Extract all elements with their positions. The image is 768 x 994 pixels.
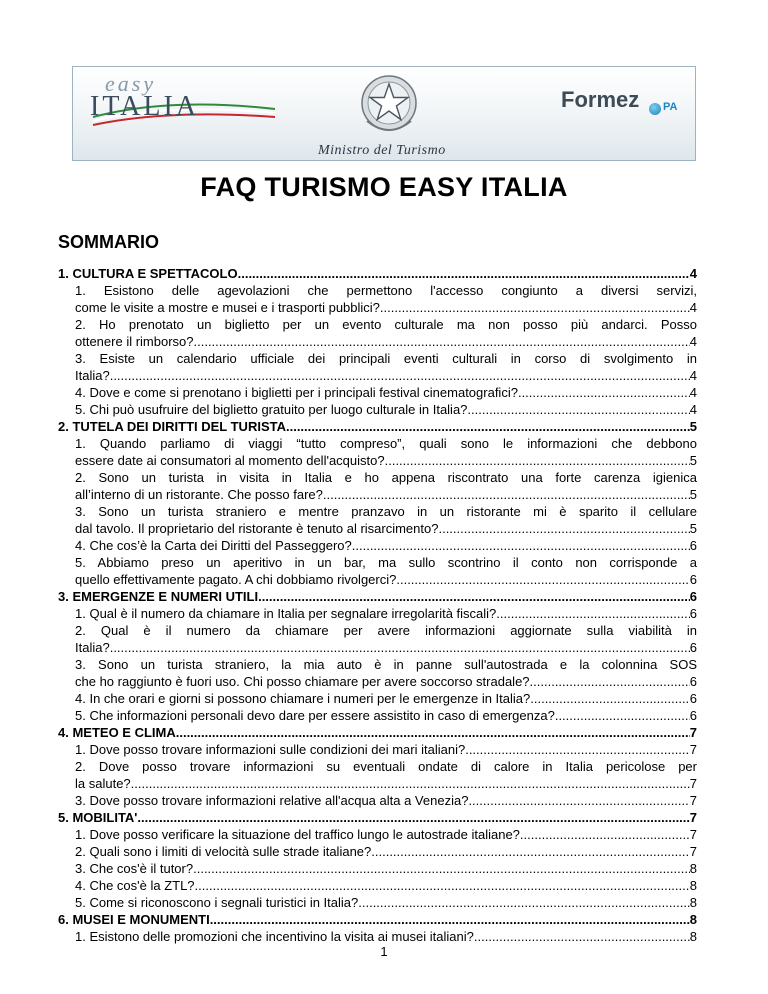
- toc-leader: [193, 860, 690, 877]
- toc-page-number: 8: [689, 861, 697, 876]
- toc-item-text: 5. Chi può usufruire del biglietto gratuito per luogo culturale in Italia?: [75, 402, 468, 417]
- toc-section[interactable]: [58, 418, 697, 435]
- toc-leader: [194, 333, 690, 350]
- ministry-caption: Ministro del Turismo: [318, 143, 446, 158]
- toc-page-number: 7: [689, 844, 697, 859]
- toc-item-text: 3. Che cos'è il tutor?: [75, 861, 194, 876]
- toc-leader: [555, 707, 690, 724]
- toc-item[interactable]: [58, 316, 697, 350]
- toc-heading: SOMMARIO: [58, 232, 159, 252]
- toc-section[interactable]: [58, 911, 697, 928]
- toc-page-number: 6: [689, 674, 697, 689]
- toc-page-number: 8: [689, 912, 697, 927]
- republic-emblem-icon: [359, 71, 419, 141]
- toc-leader: [258, 588, 690, 605]
- toc-page-number: 4: [689, 266, 697, 281]
- toc-item-text: la salute?: [75, 776, 131, 791]
- toc-leader: [518, 384, 690, 401]
- toc-leader: [474, 928, 690, 945]
- toc-page-number: 7: [689, 810, 697, 825]
- toc-item-text: 2. Quali sono i limiti di velocità sulle strade italiane?: [75, 844, 372, 859]
- toc-item[interactable]: [58, 282, 697, 316]
- toc-item-text: 1. Dove posso verificare la situazione del traffico lungo le autostrade italiane?: [75, 827, 520, 842]
- toc-item-text: come le visite a mostre e musei e i trasporti pubblici?: [75, 300, 380, 315]
- toc-page-number: 7: [689, 742, 697, 757]
- toc-item-text: Italia?: [75, 368, 110, 383]
- logo-formez: Formez: [561, 87, 640, 112]
- toc-item-text: 2. Qual è il numero da chiamare per avere informazioni aggiornate sulla viabilità in: [75, 623, 697, 638]
- toc-item-text: dal tavolo. Il proprietario del ristorante è tenuto al risarcimento?: [75, 521, 439, 536]
- toc-section[interactable]: [58, 724, 697, 741]
- toc-item-text: 1. Esistono delle promozioni che incentivino la visita ai musei italiani?: [75, 929, 474, 944]
- toc-page-number: 5: [689, 521, 697, 536]
- toc-page-number: 6: [689, 606, 697, 621]
- toc-item[interactable]: [58, 384, 697, 401]
- logo-italia: ITALIA: [90, 91, 200, 122]
- toc-leader: [176, 724, 690, 741]
- toc-section-title: 1. CULTURA E SPETTACOLO: [58, 266, 238, 281]
- toc-item-text: 5. Come si riconoscono i segnali turistici in Italia?: [75, 895, 359, 910]
- toc-section[interactable]: [58, 265, 697, 282]
- toc-page-number: 7: [689, 827, 697, 842]
- toc-leader: [238, 265, 690, 282]
- toc-item[interactable]: [58, 860, 697, 877]
- toc-item[interactable]: [58, 843, 697, 860]
- toc-page-number: 7: [689, 793, 697, 808]
- toc-item-text: 2. Dove posso trovare informazioni su eventuali ondate di calore in Italia pericolose per: [75, 759, 697, 774]
- toc-section[interactable]: [58, 588, 697, 605]
- toc-page-number: 6: [689, 538, 697, 553]
- toc-page-number: 7: [689, 776, 697, 791]
- toc-item-text: 2. Ho prenotato un biglietto per un evento culturale ma non posso più andarci. Posso: [75, 317, 697, 332]
- toc-page-number: 8: [689, 895, 697, 910]
- toc-page-number: 7: [689, 725, 697, 740]
- toc-leader: [467, 401, 689, 418]
- toc-leader: [195, 877, 690, 894]
- toc-item-text: 1. Qual è il numero da chiamare in Italia per segnalare irregolarità fiscali?: [75, 606, 497, 621]
- toc-item[interactable]: [58, 350, 697, 384]
- toc-leader: [110, 367, 690, 384]
- toc-item[interactable]: [58, 758, 697, 792]
- toc-page-number: 5: [689, 453, 697, 468]
- toc-item[interactable]: [58, 826, 697, 843]
- toc-item[interactable]: [58, 605, 697, 622]
- toc-item[interactable]: [58, 554, 697, 588]
- toc-item-text: 2. Sono un turista in visita in Italia e ho appena riscontrato una forte carenza igienica: [75, 470, 697, 485]
- toc-item-text: 3. Sono un turista straniero e mentre pranzavo in un ristorante mi è sparito il cellulare: [75, 504, 697, 519]
- header-banner: [72, 66, 696, 161]
- logo-pa: PA: [663, 101, 678, 113]
- toc-item[interactable]: [58, 792, 697, 809]
- toc-item-text: Italia?: [75, 640, 110, 655]
- toc-leader: [396, 571, 689, 588]
- toc-page-number: 4: [689, 402, 697, 417]
- toc-item-text: 4. Che cos'è la ZTL?: [75, 878, 195, 893]
- toc-page-number: 6: [689, 640, 697, 655]
- page-number: 1: [380, 944, 388, 959]
- toc-leader: [323, 486, 690, 503]
- toc-leader: [286, 418, 690, 435]
- toc-leader: [358, 894, 690, 911]
- toc-leader: [131, 775, 690, 792]
- toc-leader: [465, 741, 690, 758]
- toc-leader: [520, 826, 690, 843]
- toc-page-number: 5: [689, 419, 697, 434]
- toc-item-text: 5. Abbiamo preso un aperitivo in un bar, ma sullo scontrino il conto non corrisponde a: [75, 555, 697, 570]
- logo-easy: easy: [105, 71, 157, 96]
- toc-item-text: 3. Esiste un calendario ufficiale dei principali eventi culturali in corso di svolgimento in: [75, 351, 697, 366]
- toc-leader: [371, 843, 690, 860]
- toc-item[interactable]: [58, 401, 697, 418]
- toc-leader: [210, 911, 690, 928]
- toc-item-text: 1. Dove posso trovare informazioni sulle condizioni dei mari italiani?: [75, 742, 466, 757]
- toc-item-text: 3. Sono un turista straniero, la mia auto è in panne sull'autostrada e la colonnina SOS: [75, 657, 697, 672]
- toc-item[interactable]: [58, 741, 697, 758]
- toc-page-number: 4: [689, 300, 697, 315]
- toc-page-number: 8: [689, 878, 697, 893]
- toc-item-text: quello effettivamente pagato. A chi dobbiamo rivolgerci?: [75, 572, 397, 587]
- toc-item-text: 3. Dove posso trovare informazioni relative all'acqua alta a Venezia?: [75, 793, 469, 808]
- toc-leader: [352, 537, 690, 554]
- toc-item[interactable]: [58, 690, 697, 707]
- toc-item[interactable]: [58, 894, 697, 911]
- toc-section-title: 3. EMERGENZE E NUMERI UTILI: [58, 589, 259, 604]
- toc-item-text: all’interno di un ristorante. Che posso fare?: [75, 487, 323, 502]
- toc-section-title: 4. METEO E CLIMA: [58, 725, 176, 740]
- toc-page-number: 6: [689, 691, 697, 706]
- toc-item[interactable]: [58, 656, 697, 690]
- toc-item-text: 4. Dove e come si prenotano i biglietti per i principali festival cinematografici?: [75, 385, 518, 400]
- toc-page-number: 4: [689, 334, 697, 349]
- toc-page-number: 4: [689, 368, 697, 383]
- toc-leader: [380, 299, 690, 316]
- toc-leader: [468, 792, 689, 809]
- toc-leader: [385, 452, 690, 469]
- toc-page-number: 6: [689, 572, 697, 587]
- formez-dot-icon: [649, 103, 661, 115]
- toc-section-title: 6. MUSEI E MONUMENTI: [58, 912, 210, 927]
- toc-item-text: 4. Che cos’è la Carta dei Diritti del Passeggero?: [75, 538, 352, 553]
- document-title: FAQ TURISMO EASY ITALIA: [200, 172, 568, 202]
- toc-leader: [530, 690, 690, 707]
- toc-section[interactable]: [58, 809, 697, 826]
- table-of-contents: [58, 265, 697, 945]
- toc-leader: [530, 673, 690, 690]
- toc-item-text: 1. Esistono delle agevolazioni che permettono l'accesso congiunto a diversi servizi,: [75, 283, 697, 298]
- toc-page-number: 8: [689, 929, 697, 944]
- toc-page-number: 4: [689, 385, 697, 400]
- toc-item[interactable]: [58, 622, 697, 656]
- toc-item[interactable]: [58, 877, 697, 894]
- toc-item-text: essere date ai consumatori al momento dell'acquisto?: [75, 453, 385, 468]
- toc-page-number: 6: [689, 708, 697, 723]
- toc-item[interactable]: [58, 707, 697, 724]
- toc-leader: [438, 520, 689, 537]
- toc-page-number: 5: [689, 487, 697, 502]
- toc-item[interactable]: [58, 503, 697, 537]
- toc-section-title: 5. MOBILITA': [58, 810, 138, 825]
- toc-leader: [110, 639, 690, 656]
- toc-item[interactable]: [58, 469, 697, 503]
- toc-leader: [496, 605, 689, 622]
- toc-page-number: 6: [689, 589, 697, 604]
- toc-item[interactable]: [58, 435, 697, 469]
- toc-item[interactable]: [58, 537, 697, 554]
- toc-item-text: che ho raggiunto è fuori uso. Chi posso chiamare per avere soccorso stradale?: [75, 674, 530, 689]
- toc-item-text: 5. Che informazioni personali devo dare per essere assistito in caso di emergenza?: [75, 708, 555, 723]
- toc-item[interactable]: [58, 928, 697, 945]
- toc-leader: [137, 809, 689, 826]
- toc-section-title: 2. TUTELA DEI DIRITTI DEL TURISTA: [58, 419, 286, 434]
- toc-item-text: 4. In che orari e giorni si possono chiamare i numeri per le emergenze in Italia?: [75, 691, 531, 706]
- toc-item-text: ottenere il rimborso?: [75, 334, 194, 349]
- toc-item-text: 1. Quando parliamo di viaggi “tutto compreso”, quali sono le informazioni che debbono: [75, 436, 697, 451]
